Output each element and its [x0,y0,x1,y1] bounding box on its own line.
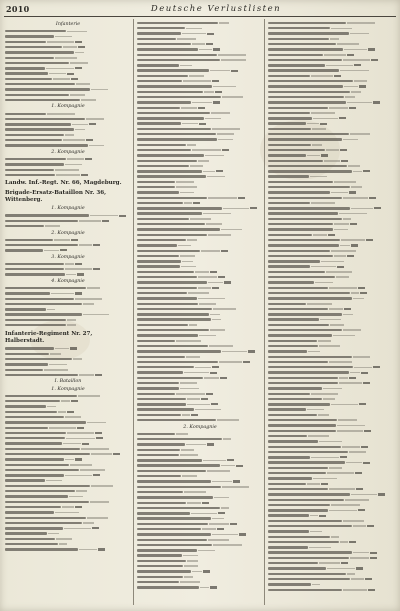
list-entry [268,364,394,369]
company-heading: 1. Kompagnie [51,386,85,392]
company-heading: 3. Kompagnie [51,254,85,260]
list-entry [268,491,394,496]
list-entry [137,205,263,210]
list-entry [137,348,263,353]
column-left [5,20,131,606]
company-heading: 1. Kompagnie [51,206,85,212]
list-entry [5,97,131,102]
list-entry [268,205,394,210]
company-heading: 4. Kompagnie [51,278,85,284]
list-entry [5,143,131,148]
company-heading: 2. Kompagnie [51,149,85,155]
header-rule [4,16,396,17]
list-entry [268,587,394,592]
company-heading: I. Bataillon [54,379,82,385]
list-entry [5,247,131,252]
column-divider [264,19,265,605]
regiment-heading: Infanterie-Regiment Nr. 27, Halberstadt. [5,330,93,344]
list-entry [268,99,394,104]
list-entry [137,417,263,422]
running-head: Deutsche Verlustlisten [150,4,282,14]
company-heading: 2. Kompagnie [183,424,217,430]
column-middle [137,20,263,606]
regiment-heading: Landw. Inf.-Regt. Nr. 66, Magdeburg. [5,180,122,187]
list-entry [5,223,131,228]
column-right [268,20,394,606]
list-entry [5,272,131,277]
page-header [6,4,394,16]
list-entry [5,372,131,377]
list-entry [5,547,131,552]
column-title: Infanterie [55,22,81,27]
regiment-heading: Brigade-Ersatz-Bataillon Nr. 36, Wittenberg. [5,190,107,204]
company-heading: 2. Kompagnie [51,230,85,236]
column-divider [133,19,134,605]
list-entry [5,322,131,327]
page-number: 2010 [6,4,30,14]
list-entry [5,172,131,177]
company-heading: 1. Kompagnie [51,104,85,110]
list-entry [137,584,263,589]
